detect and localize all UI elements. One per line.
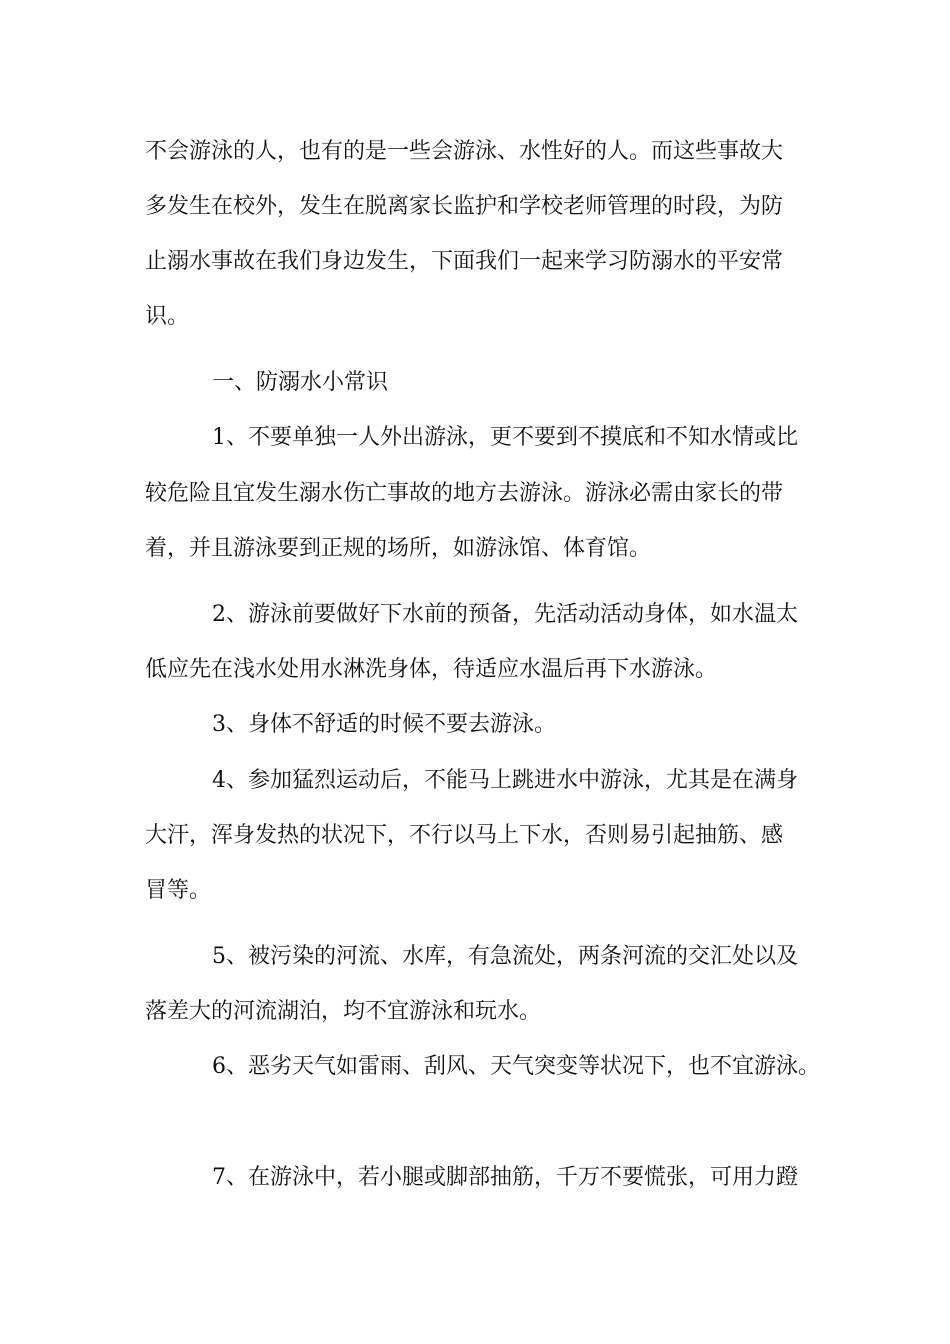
text-line-content: 不会游泳的人，也有的是一些会游泳、水性好的人。而这些事故大: [145, 139, 784, 164]
text-line-content: 着，并且游泳要到正规的场所，如游泳馆、体育馆。: [145, 536, 652, 561]
text-line-content: 3、身体不舒适的时候不要去游泳。: [212, 712, 556, 737]
text-line: [0, 297, 950, 337]
section-heading-text: 一、防溺水小常识: [212, 370, 389, 395]
text-line-content: 多发生在校外，发生在脱离家长监护和学校老师管理的时段，为防: [145, 194, 784, 219]
text-line-content: 落差大的河流湖泊，均不宜游泳和玩水。: [145, 999, 542, 1024]
text-line-content: 7、在游泳中，若小腿或脚部抽筋，千万不要慌张，可用力蹬: [212, 1165, 798, 1190]
text-line-content: 4、参加猛烈运动后，不能马上跳进水中游泳，尤其是在满身: [212, 768, 798, 793]
text-line: [0, 937, 950, 977]
text-line: [0, 871, 950, 911]
text-line: [0, 187, 950, 227]
text-line: [0, 595, 950, 635]
text-line: [0, 650, 950, 690]
text-line-content: 1、不要单独一人外出游泳，更不要到不摸底和不知水情或比: [212, 425, 798, 450]
text-line: [0, 992, 950, 1032]
text-line: [0, 705, 950, 745]
text-line: [0, 529, 950, 569]
text-line-content: 较危险且宜发生溺水伤亡事故的地方去游泳。游泳必需由家长的带: [145, 481, 784, 506]
text-line: [0, 1047, 950, 1087]
text-line-content: 止溺水事故在我们身边发生，下面我们一起来学习防溺水的平安常: [145, 249, 784, 274]
text-line-content: 识。: [145, 304, 190, 329]
text-line-content: 5、被污染的河流、水库，有急流处，两条河流的交汇处以及: [212, 944, 798, 969]
text-line-content: 低应先在浅水处用水淋洗身体，待适应水温后再下水游泳。: [145, 657, 718, 682]
text-line: [0, 132, 950, 172]
section-heading: [0, 363, 950, 403]
text-line: [0, 816, 950, 856]
text-line-content: 6、恶劣天气如雷雨、刮风、天气突变等状况下，也不宜游泳。: [212, 1054, 820, 1079]
text-line: [0, 761, 950, 801]
text-line: [0, 1158, 950, 1198]
text-line-content: 大汗，浑身发热的状况下，不行以马上下水，否则易引起抽筋、感: [145, 823, 784, 848]
text-line-content: 冒等。: [145, 878, 212, 903]
text-line-content: 2、游泳前要做好下水前的预备，先活动活动身体，如水温太: [212, 602, 798, 627]
text-line: [0, 242, 950, 282]
text-line: [0, 474, 950, 514]
text-line: [0, 418, 950, 458]
